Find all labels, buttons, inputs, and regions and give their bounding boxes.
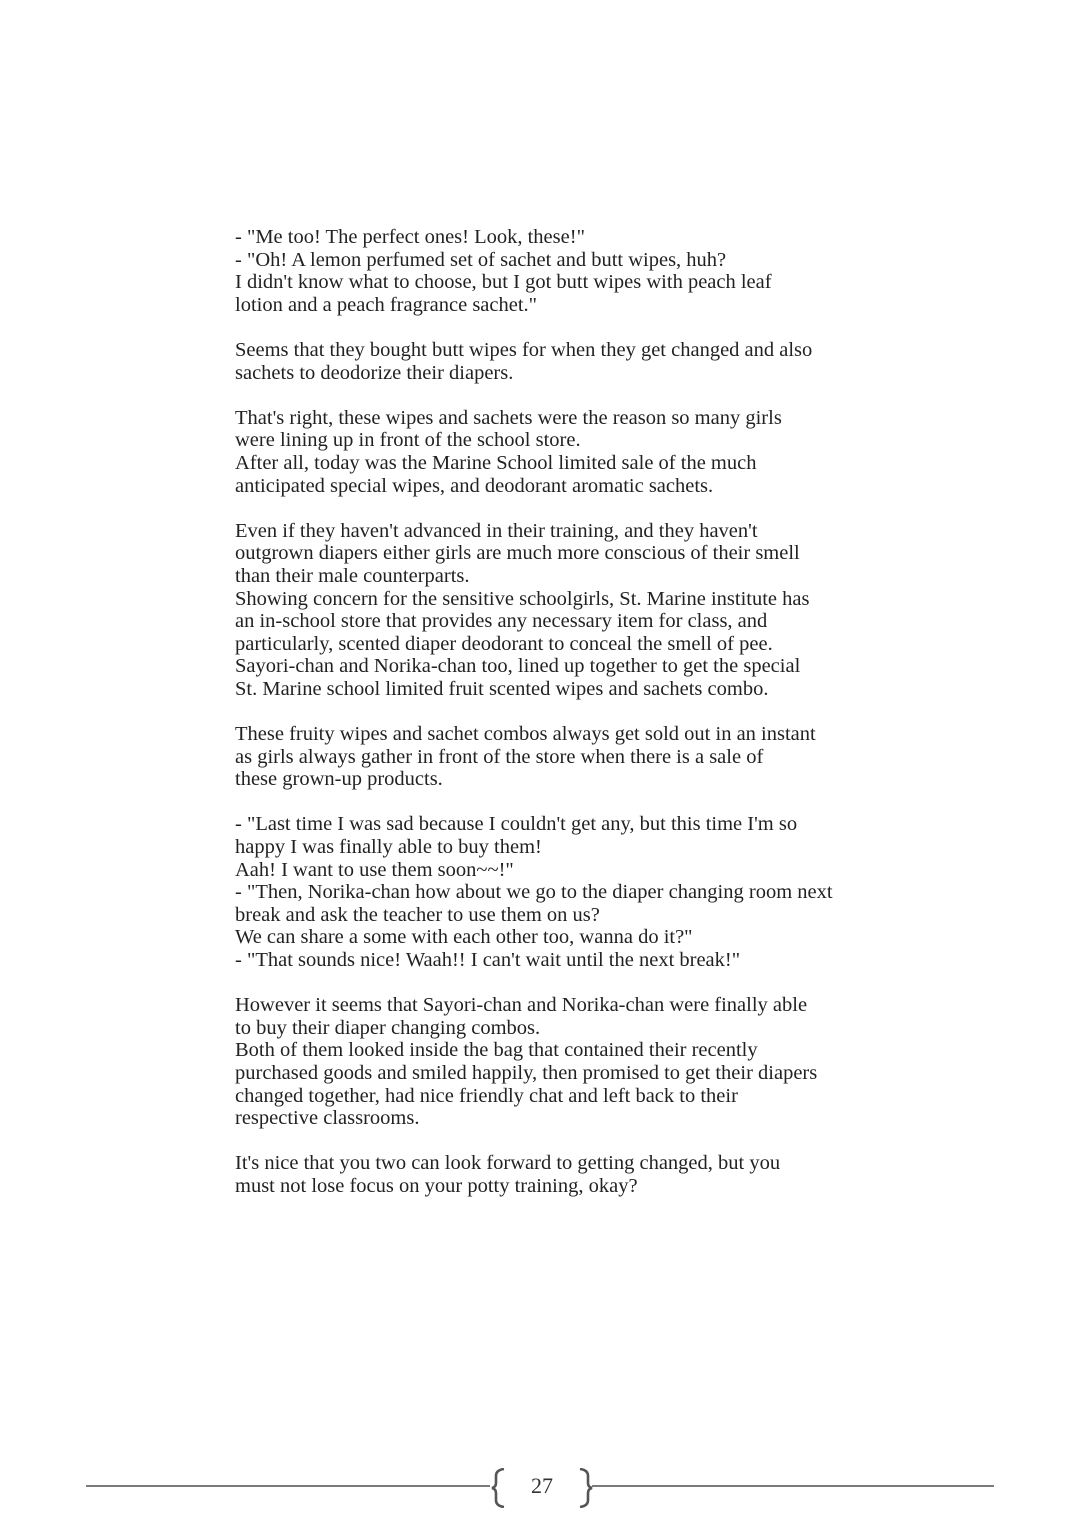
paragraph bbox=[235, 339, 915, 384]
text-line: Both of them looked inside the bag that contained their recently bbox=[235, 1039, 758, 1062]
text-line: to buy their diaper changing combos. bbox=[235, 1016, 541, 1039]
text-line: as girls always gather in front of the store when there is a sale of bbox=[235, 745, 764, 768]
text-line: than their male counterparts. bbox=[235, 564, 470, 587]
paragraph-gap bbox=[235, 316, 915, 339]
text-line: It's nice that you two can look forward to getting changed, but you bbox=[235, 1152, 781, 1175]
text-line: purchased goods and smiled happily, then promised to get their diapers bbox=[235, 1061, 818, 1084]
body-text bbox=[235, 226, 915, 1198]
text-line: an in-school store that provides any necessary item for class, and bbox=[235, 610, 768, 633]
text-line: lotion and a peach fragrance sachet." bbox=[235, 293, 538, 316]
text-line: must not lose focus on your potty training, okay? bbox=[235, 1174, 638, 1197]
paragraph bbox=[235, 1152, 915, 1197]
paragraph bbox=[235, 520, 915, 701]
text-line: - "Then, Norika-chan how about we go to the diaper changing room next bbox=[235, 881, 833, 904]
page-number: 27 bbox=[531, 1473, 553, 1498]
text-line: Aah! I want to use them soon~~!" bbox=[235, 858, 514, 881]
text-line: Showing concern for the sensitive schoolgirls, St. Marine institute has bbox=[235, 587, 810, 610]
text-line: That's right, these wipes and sachets were the reason so many girls bbox=[235, 406, 782, 429]
text-line: These fruity wipes and sachet combos always get sold out in an instant bbox=[235, 723, 816, 746]
paragraph bbox=[235, 994, 915, 1130]
footer-rule-right bbox=[592, 1485, 994, 1487]
text-line: - "Last time I was sad because I couldn't get any, but this time I'm so bbox=[235, 813, 798, 836]
paragraph bbox=[235, 226, 915, 316]
text-line: particularly, scented diaper deodorant to conceal the smell of pee. bbox=[235, 632, 773, 655]
text-line: changed together, had nice friendly chat and left back to their bbox=[235, 1084, 738, 1107]
text-line: - "Me too! The perfect ones! Look, these!" bbox=[235, 226, 585, 248]
text-line: - "Oh! A lemon perfumed set of sachet and butt wipes, huh? bbox=[235, 248, 727, 271]
text-line: anticipated special wipes, and deodorant aromatic sachets. bbox=[235, 474, 714, 497]
left-brace-ornament bbox=[490, 1468, 508, 1508]
paragraph-gap bbox=[235, 384, 915, 407]
text-line: respective classrooms. bbox=[235, 1107, 420, 1130]
text-line: were lining up in front of the school store. bbox=[235, 429, 581, 452]
text-line: After all, today was the Marine School limited sale of the much bbox=[235, 451, 757, 474]
text-line: We can share a some with each other too, wanna do it?" bbox=[235, 926, 693, 949]
paragraph bbox=[235, 723, 915, 791]
paragraph-gap bbox=[235, 791, 915, 814]
paragraph bbox=[235, 813, 915, 971]
text-line: Even if they haven't advanced in their training, and they haven't bbox=[235, 519, 758, 542]
paragraph-gap bbox=[235, 972, 915, 995]
page-footer bbox=[0, 1460, 1080, 1520]
text-line: break and ask the teacher to use them on us? bbox=[235, 903, 600, 926]
footer-rule-left bbox=[86, 1485, 490, 1487]
text-line: Seems that they bought butt wipes for when they get changed and also bbox=[235, 338, 813, 361]
text-line: Sayori-chan and Norika-chan too, lined up together to get the special bbox=[235, 655, 801, 678]
text-line: However it seems that Sayori-chan and Norika-chan were finally able bbox=[235, 994, 808, 1017]
text-line: - "That sounds nice! Waah!! I can't wait until the next break!" bbox=[235, 949, 741, 971]
text-line: outgrown diapers either girls are much more conscious of their smell bbox=[235, 542, 800, 565]
text-line: happy I was finally able to buy them! bbox=[235, 836, 542, 859]
paragraph-gap bbox=[235, 700, 915, 723]
right-brace-ornament bbox=[576, 1468, 594, 1508]
text-line: these grown-up products. bbox=[235, 768, 443, 791]
text-line: sachets to deodorize their diapers. bbox=[235, 361, 514, 384]
text-line: I didn't know what to choose, but I got butt wipes with peach leaf bbox=[235, 271, 772, 294]
paragraph bbox=[235, 407, 915, 497]
text-line: St. Marine school limited fruit scented wipes and sachets combo. bbox=[235, 677, 769, 700]
paragraph-gap bbox=[235, 1130, 915, 1153]
paragraph-gap bbox=[235, 497, 915, 520]
